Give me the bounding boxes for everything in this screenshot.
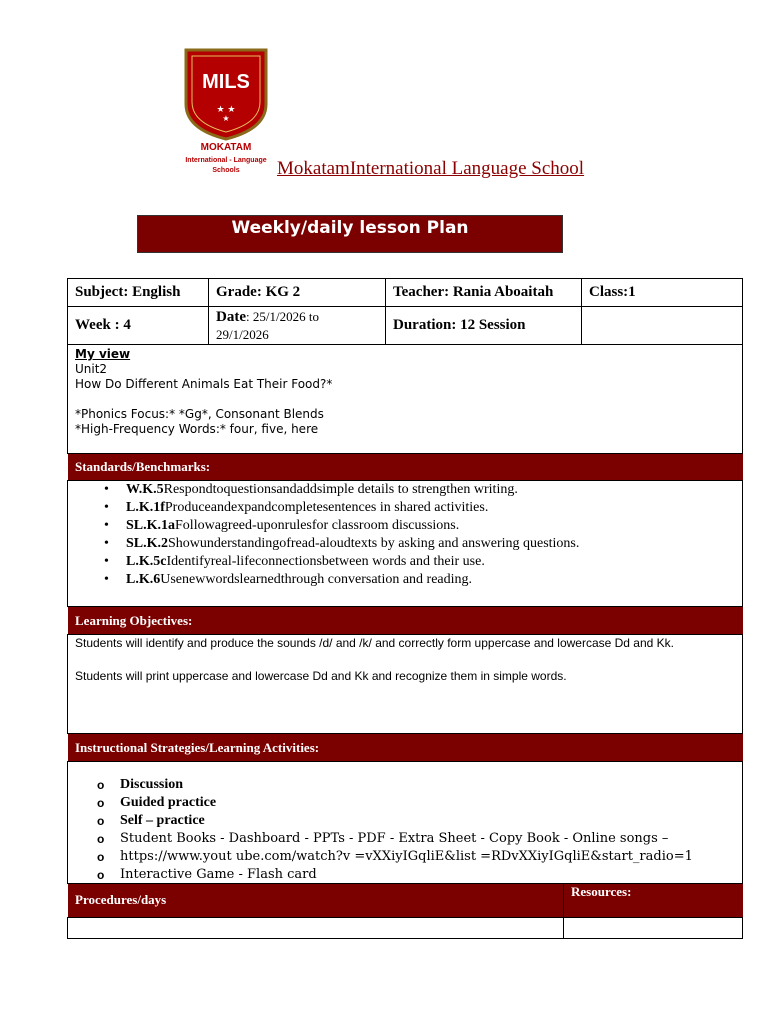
standard-item: • L.K.5cIdentifyreal-lifeconnectionsbetween words and their use. xyxy=(126,553,579,571)
svg-text:MOKATAM: MOKATAM xyxy=(200,142,252,153)
standard-item: • L.K.6Usenewwordslearnedthrough conversation and reading. xyxy=(126,571,579,589)
svg-text:Schools: Schools xyxy=(212,167,240,174)
resources-heading: Resources: xyxy=(571,884,632,899)
plan-title-box xyxy=(137,215,563,253)
duration-label: Duration: 12 Session xyxy=(393,317,526,333)
svg-text:★ ★: ★ ★ xyxy=(216,105,236,115)
standard-item: • SL.K.1aFollowagreed-uponrulesfor classroom discussions. xyxy=(126,517,579,535)
activity-item: o Interactive Game - Flash card xyxy=(120,866,693,884)
class-label: Class:1 xyxy=(589,284,636,300)
subject-label: Subject: English xyxy=(75,284,181,300)
plan-title: Weekly/daily lesson Plan xyxy=(231,218,469,238)
week-label: Week : 4 xyxy=(75,317,131,333)
footer-empty-row xyxy=(67,917,743,939)
my-view-line: *High-Frequency Words:* four, five, here xyxy=(75,422,319,436)
svg-text:★: ★ xyxy=(222,114,230,123)
standard-item: • W.K.5Respondtoquestionsandaddsimple details to strengthen writing. xyxy=(126,481,579,499)
procedures-heading: Procedures/days xyxy=(75,892,167,907)
my-view-line: Unit2 xyxy=(75,362,108,376)
standards-list xyxy=(126,481,579,589)
my-view-heading: My view xyxy=(75,347,131,361)
teacher-label: Teacher: Rania Aboaitah xyxy=(393,284,554,300)
my-view-section xyxy=(68,347,332,437)
activity-item: o Self – practice xyxy=(120,812,693,830)
my-view-line: How Do Different Animals Eat Their Food?* xyxy=(75,377,333,391)
activity-link[interactable]: o https://www.yout ube.com/watch?v =vXXiyIGqliE&list =RDvXXiyIGqliE&start_radio=1 xyxy=(120,848,693,866)
my-view-line xyxy=(75,392,332,407)
svg-text:International - Language: International - Language xyxy=(185,157,267,164)
standard-item: • SL.K.2Showunderstandingofread-aloudtexts by asking and answering questions. xyxy=(126,535,579,553)
date-value-end: 29/1/2026 xyxy=(216,327,269,342)
activity-item: o Discussion xyxy=(120,776,693,794)
objective-line: Students will identify and produce the sounds /d/ and /k/ and correctly form uppercase and lowercase Dd and Kk. xyxy=(75,636,675,650)
date-value: : 25/1/2026 to xyxy=(246,309,319,324)
logo-text: MILS xyxy=(202,71,250,93)
footer-bar xyxy=(68,884,743,917)
objectives-heading: Learning Objectives: xyxy=(68,607,743,634)
strategies-list xyxy=(120,776,693,884)
standards-heading: Standards/Benchmarks: xyxy=(68,454,743,480)
school-logo xyxy=(176,44,286,179)
school-name: MokatamInternational Language School xyxy=(277,158,585,179)
strategies-heading: Instructional Strategies/Learning Activities: xyxy=(68,734,743,761)
date-cell xyxy=(209,308,319,344)
activity-item: o Student Books - Dashboard - PPTs - PDF - Extra Sheet - Copy Book - Online songs – xyxy=(120,830,693,848)
grade-label: Grade: KG 2 xyxy=(216,284,301,300)
objective-line: Students will print uppercase and lowercase Dd and Kk and recognize them in simple words. xyxy=(75,669,567,683)
my-view-line: *Phonics Focus:* *Gg*, Consonant Blends xyxy=(75,407,324,421)
activity-item: o Guided practice xyxy=(120,794,693,812)
standard-item: • L.K.1fProduceandexpandcompletesentences in shared activities. xyxy=(126,499,579,517)
date-label: Date xyxy=(216,309,246,325)
